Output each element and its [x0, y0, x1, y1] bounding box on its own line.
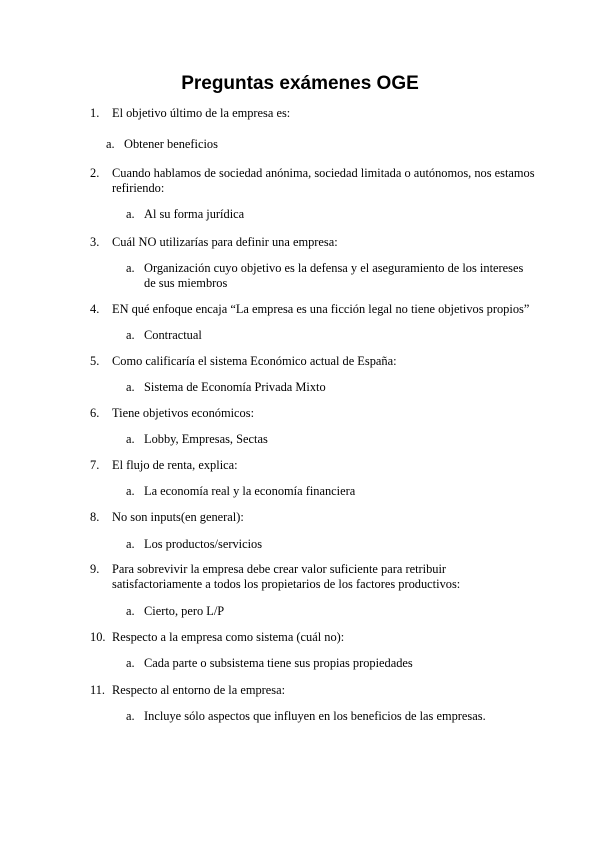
question-number: 4. [90, 302, 100, 316]
answer-letter: a. [106, 137, 115, 151]
answer-letter: a. [126, 537, 135, 551]
answer-6 [126, 432, 526, 447]
question-11 [90, 683, 535, 698]
question-9 [90, 562, 535, 592]
answer-2 [126, 207, 526, 222]
answer-letter: a. [126, 656, 135, 670]
question-number: 10. [90, 630, 106, 644]
question-text: Como calificaría el sistema Económico actual de España: [112, 354, 397, 368]
answer-7 [126, 484, 526, 499]
answer-text: Contractual [144, 328, 202, 342]
question-number: 3. [90, 235, 100, 249]
question-8 [90, 510, 535, 525]
answer-text: Sistema de Economía Privada Mixto [144, 380, 326, 394]
answer-letter: a. [126, 604, 135, 618]
answer-letter: a. [126, 261, 135, 275]
answer-letter: a. [126, 484, 135, 498]
question-text: Respecto al entorno de la empresa: [112, 683, 286, 697]
question-text: Cuando hablamos de sociedad anónima, sociedad limitada o autónomos, nos estamos refiriendo: [112, 166, 535, 195]
answer-text: Los productos/servicios [144, 537, 263, 551]
answer-1 [106, 137, 506, 152]
question-7 [90, 458, 535, 473]
question-1 [90, 106, 535, 121]
question-2 [90, 166, 535, 196]
question-text: Cuál NO utilizarías para definir una empresa: [112, 235, 338, 249]
question-text: Tiene objetivos económicos: [112, 406, 255, 420]
question-number: 1. [90, 106, 100, 120]
answer-text: Cada parte o subsistema tiene sus propias propiedades [144, 656, 413, 670]
answer-letter: a. [126, 709, 135, 723]
answer-letter: a. [126, 380, 135, 394]
question-text: El flujo de renta, explica: [112, 458, 238, 472]
question-text: EN qué enfoque encaja “La empresa es una ficción legal no tiene objetivos propios” [112, 302, 530, 316]
question-number: 5. [90, 354, 100, 368]
answer-text: Cierto, pero L/P [144, 604, 225, 618]
answer-5 [126, 380, 526, 395]
question-number: 11. [90, 683, 106, 697]
question-4 [90, 302, 535, 317]
question-number: 6. [90, 406, 100, 420]
answer-letter: a. [126, 207, 135, 221]
question-3 [90, 235, 535, 250]
question-text: No son inputs(en general): [112, 510, 244, 524]
question-number: 7. [90, 458, 100, 472]
question-text: El objetivo último de la empresa es: [112, 106, 291, 120]
question-10 [90, 630, 535, 645]
question-5 [90, 354, 535, 369]
answer-letter: a. [126, 432, 135, 446]
answer-text: Incluye sólo aspectos que influyen en los beneficios de las empresas. [144, 709, 486, 723]
page-title: Preguntas exámenes OGE [181, 73, 419, 94]
answer-3 [126, 261, 526, 291]
question-6 [90, 406, 535, 421]
answer-10 [126, 656, 526, 671]
answer-9 [126, 604, 526, 619]
question-text: Para sobrevivir la empresa debe crear valor suficiente para retribuir satisfactoriamente a todos los propietarios de los factores productivos: [112, 562, 461, 591]
answer-4 [126, 328, 526, 343]
answer-text: Al su forma jurídica [144, 207, 245, 221]
answer-8 [126, 537, 526, 552]
answer-11 [126, 709, 526, 724]
answer-text: Obtener beneficios [124, 137, 218, 151]
question-number: 2. [90, 166, 100, 180]
question-number: 8. [90, 510, 100, 524]
answer-letter: a. [126, 328, 135, 342]
answer-text: Organización cuyo objetivo es la defensa y el aseguramiento de los intereses de sus miembros [144, 261, 524, 290]
question-number: 9. [90, 562, 100, 576]
answer-text: La economía real y la economía financiera [144, 484, 356, 498]
answer-text: Lobby, Empresas, Sectas [144, 432, 268, 446]
question-text: Respecto a la empresa como sistema (cuál no): [112, 630, 345, 644]
